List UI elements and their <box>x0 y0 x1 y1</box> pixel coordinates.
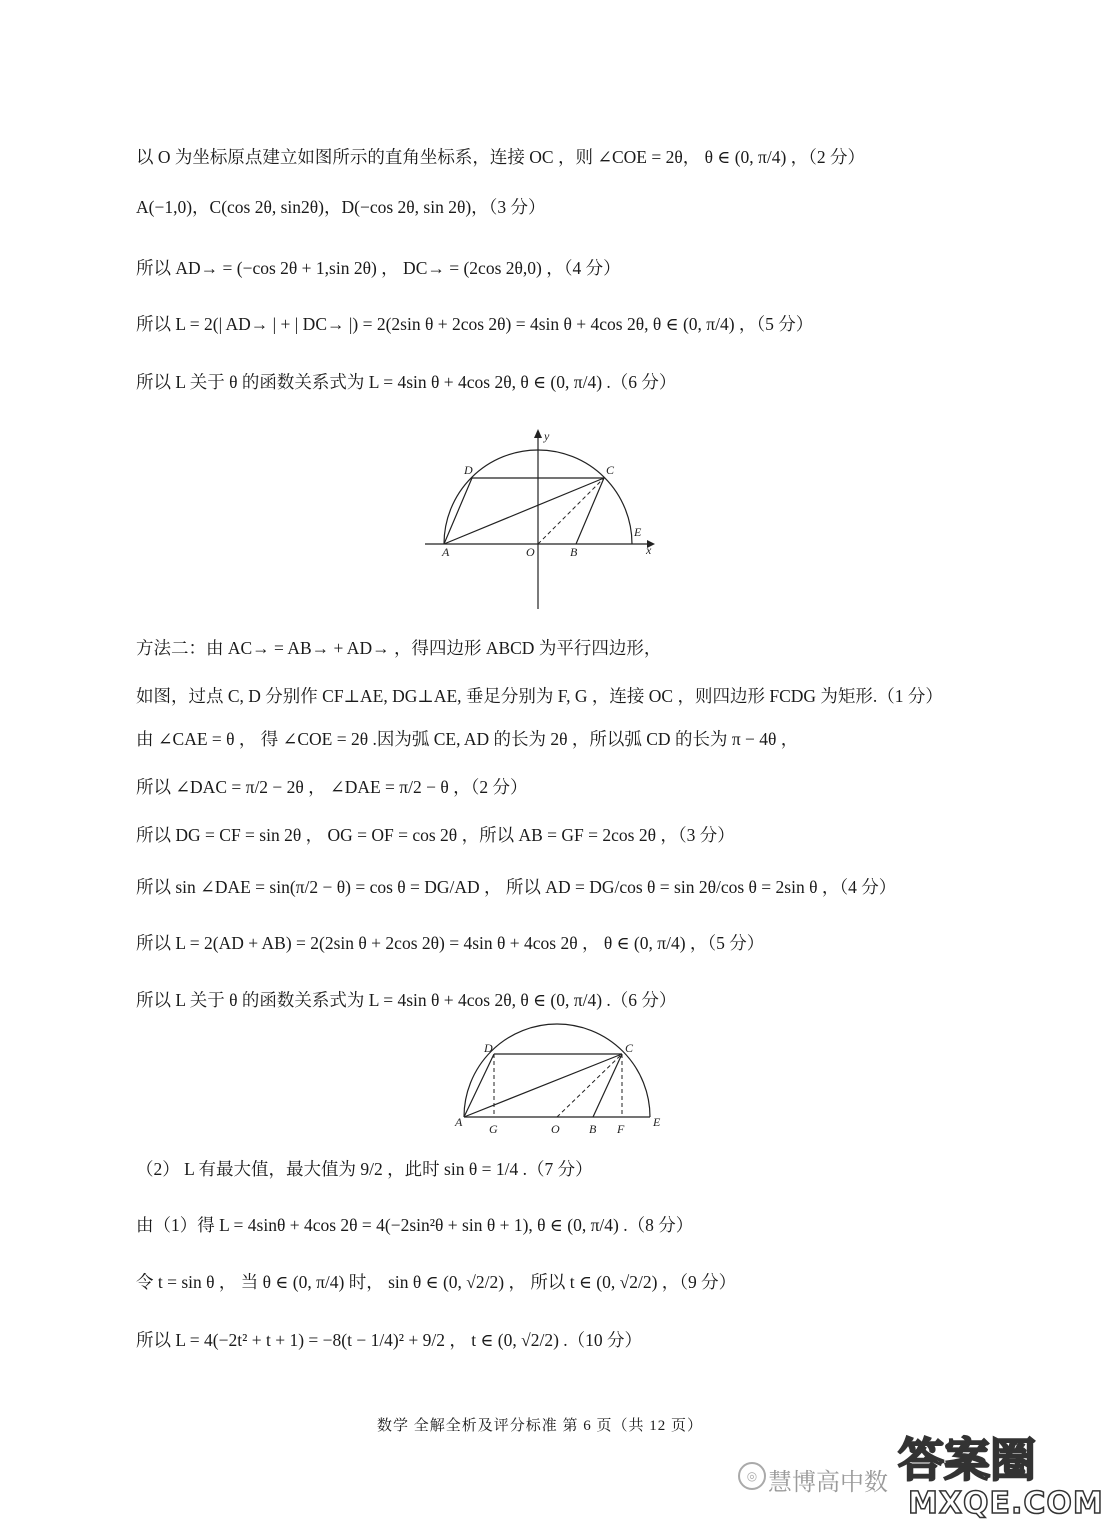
solution-line-7: 如图，过点 C, D 分别作 CF⊥AE, DG⊥AE, 垂足分别为 F, G ，连接 OC ，则四边形 FCDG 为矩形.（1 分） <box>136 686 943 706</box>
solution-line-13: 所以 L 关于 θ 的函数关系式为 L = 4sin θ + 4cos 2θ, θ ∈ (0, π/4) .（6 分） <box>136 990 677 1010</box>
watermark-logo-bottom: MXQE.COM <box>908 1486 1104 1521</box>
label-A: A <box>442 545 450 559</box>
page-footer: 数学 全解全析及评分标准 第 6 页（共 12 页） <box>376 1418 703 1434</box>
solution-line-16: 令 t = sin θ ， 当 θ ∈ (0, π/4) 时， sin θ ∈ (0, √2/2) ， 所以 t ∈ (0, √2/2) ，（9 分） <box>136 1272 737 1292</box>
solution-line-5: 所以 L 关于 θ 的函数关系式为 L = 4sin θ + 4cos 2θ, θ ∈ (0, π/4) .（6 分） <box>136 372 677 392</box>
label-y: y <box>544 429 550 443</box>
label-O: O <box>551 1122 560 1136</box>
label-D: D <box>464 463 473 477</box>
wechat-icon: ◎ <box>738 1462 766 1490</box>
label-C: C <box>606 463 615 477</box>
label-E: E <box>634 525 642 539</box>
solution-line-2: A(−1,0)，C(cos 2θ, sin2θ)，D(−cos 2θ, sin 2θ)，（3 分） <box>136 197 546 217</box>
solution-line-11: 所以 sin ∠DAE = sin(π/2 − θ) = cos θ = DG/AD ， 所以 AD = DG/cos θ = sin 2θ/cos θ = 2sin θ ，（4 分） <box>136 877 897 897</box>
label-B: B <box>570 545 578 559</box>
solution-line-15: 由（1）得 L = 4sinθ + 4cos 2θ = 4(−2sin²θ + sin θ + 1), θ ∈ (0, π/4) .（8 分） <box>136 1215 694 1235</box>
figure-coordinate-semicircle <box>420 424 665 614</box>
solution-line-9: 所以 ∠DAC = π/2 − 2θ ， ∠DAE = π/2 − θ ，（2 分） <box>136 777 528 797</box>
label-O: O <box>526 545 535 559</box>
solution-line-17: 所以 L = 4(−2t² + t + 1) = −8(t − 1/4)² + 9/2 ， t ∈ (0, √2/2) .（10 分） <box>136 1330 643 1350</box>
label-E: E <box>653 1115 661 1129</box>
label-F: F <box>617 1122 625 1136</box>
solution-line-3: 所以 AD→ = (−cos 2θ + 1,sin 2θ) ， DC→ = (2cos 2θ,0) ，（4 分） <box>136 258 621 278</box>
label-A: A <box>455 1115 463 1129</box>
solution-line-12: 所以 L = 2(AD + AB) = 2(2sin θ + 2cos 2θ) = 4sin θ + 4cos 2θ ， θ ∈ (0, π/4) ，（5 分） <box>136 933 765 953</box>
solution-line-6: 方法二：由 AC→ = AB→ + AD→ ，得四边形 ABCD 为平行四边形， <box>136 638 662 658</box>
label-C: C <box>625 1041 634 1055</box>
solution-line-4: 所以 L = 2(| AD→ | + | DC→ |) = 2(2sin θ + 2cos 2θ) = 4sin θ + 4cos 2θ, θ ∈ (0, π/4) ，（5 分） <box>136 314 814 334</box>
watermark <box>738 1422 1104 1527</box>
label-B: B <box>589 1122 597 1136</box>
watermark-account: 慧博高中数 <box>768 1468 888 1496</box>
solution-line-10: 所以 DG = CF = sin 2θ ， OG = OF = cos 2θ ，所以 AB = GF = 2cos 2θ ，（3 分） <box>136 825 735 845</box>
watermark-logo-top: 答案圈 <box>898 1433 1036 1487</box>
solution-line-1: 以 O 为坐标原点建立如图所示的直角坐标系，连接 OC ，则 ∠COE = 2θ， θ ∈ (0, π/4) ，（2 分） <box>136 147 866 167</box>
label-D: D <box>484 1041 493 1055</box>
label-x: x <box>646 543 652 557</box>
solution-line-14: （2） L 有最大值，最大值为 9/2 ，此时 sin θ = 1/4 .（7 分） <box>136 1159 593 1179</box>
label-G: G <box>489 1122 498 1136</box>
figure-parallelogram-semicircle <box>452 1020 672 1140</box>
solution-line-8: 由 ∠CAE = θ ， 得 ∠COE = 2θ .因为弧 CE, AD 的长为 2θ ，所以弧 CD 的长为 π − 4θ ， <box>136 729 799 749</box>
